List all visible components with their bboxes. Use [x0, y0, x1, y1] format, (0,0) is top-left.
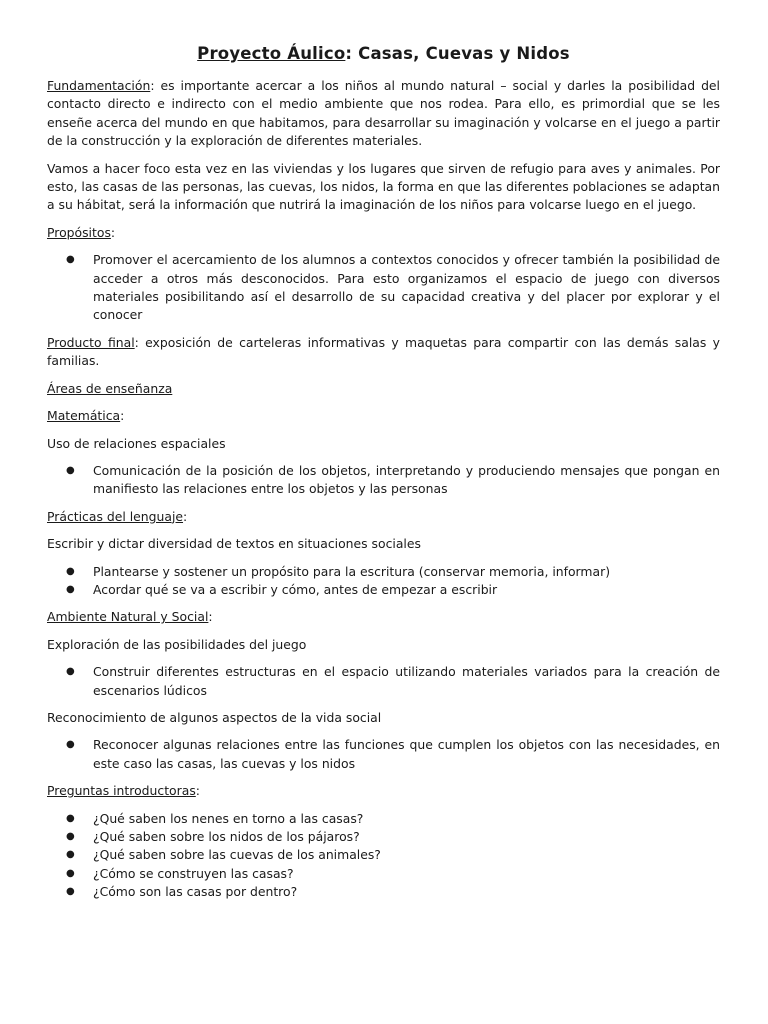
bullet-icon: ● [66, 739, 75, 751]
list-item [47, 462, 720, 499]
list-item-text: Acordar qué se va a escribir y cómo, antes de empezar a escribir [93, 581, 498, 597]
list-item [47, 865, 720, 883]
list-item-text: Construir diferentes estructuras en el espacio utilizando materiales variados para la creación de escenarios lúdicos [93, 664, 720, 698]
areas-label: Áreas de enseñanza [47, 380, 173, 396]
fundamentacion-paragraph [47, 77, 720, 151]
list-item [47, 846, 720, 864]
propositos-heading [47, 224, 720, 242]
propositos-label: Propósitos [47, 224, 111, 240]
list-item [47, 251, 720, 325]
bullet-icon: ● [66, 849, 75, 861]
list-item [47, 828, 720, 846]
list-item-text: ¿Cómo son las casas por dentro? [93, 884, 298, 900]
fundamentacion-label: Fundamentación [47, 78, 151, 93]
matematica-label: Matemática [47, 408, 121, 424]
preguntas-list [47, 810, 720, 902]
bullet-icon: ● [66, 831, 75, 842]
ambiente-list [47, 663, 720, 700]
producto-final-label: Producto final [47, 334, 135, 350]
list-item [47, 581, 720, 599]
ambiente-subtitle-2: Reconocimiento de algunos aspectos de la vida social [47, 709, 382, 725]
title-underlined: Proyecto Áulico [197, 44, 346, 63]
ambiente-heading [47, 608, 720, 626]
fundamentacion-text: : es importante acercar a los niños al mundo natural – social y darles la posibilidad del contacto directo e indirecto con el medio ambiente que nos rodea. Para ello, es primordial que se les enseñe acerca del mundo en que habitamos, para desarrollar su imaginación y volcarse en el juego a partir de la construcción y la exploración de diferentes materiales. [47, 78, 720, 149]
list-item [47, 736, 720, 773]
page-title [47, 44, 720, 63]
propositos-list [47, 251, 720, 325]
matematica-list [47, 462, 720, 499]
list-item-text: Comunicación de la posición de los objetos, interpretando y produciendo mensajes que pongan en manifiesto las relaciones entre los objetos y las personas [93, 462, 720, 497]
matematica-subtitle: Uso de relaciones espaciales [47, 435, 226, 451]
foco-paragraph: Vamos a hacer foco esta vez en las viviendas y los lugares que sirven de refugio para aves y animales. Por esto, las casas de las personas, las cuevas, los nidos, la forma en que las diferentes poblaciones se adaptan a su hábitat, será la información que nutrirá la imaginación de los niños para volcarse luego en el juego. [47, 160, 720, 213]
bullet-icon: ● [66, 886, 75, 898]
title-rest: : Casas, Cuevas y Nidos [345, 44, 570, 63]
list-item [47, 563, 720, 581]
preguntas-label: Preguntas introductoras [47, 783, 196, 799]
ambiente-list-2 [47, 736, 720, 773]
bullet-icon: ● [66, 254, 75, 266]
ambiente-label: Ambiente Natural y Social [47, 609, 209, 625]
ambiente-suffix: : [208, 609, 213, 625]
areas-heading [47, 380, 720, 398]
producto-final-text: : exposición de carteleras informativas y maquetas para compartir con las demás salas y familias. [47, 334, 720, 369]
lenguaje-heading [47, 508, 720, 526]
list-item-text: Plantearse y sostener un propósito para la escritura (conservar memoria, informar) [93, 563, 611, 579]
bullet-icon: ● [66, 583, 75, 595]
preguntas-heading [47, 782, 720, 800]
ambiente-subtitle: Exploración de las posibilidades del juego [47, 636, 307, 652]
matematica-suffix: : [120, 408, 125, 424]
preguntas-suffix: : [195, 783, 200, 799]
list-item-text: ¿Cómo se construyen las casas? [93, 865, 294, 881]
list-item-text: Promover el acercamiento de los alumnos a contextos conocidos y ofrecer también la posibilidad de acceder a otros más desconocidos. Para esto organizamos el espacio de juego con diversos materiales posibilitando así el desarrollo de su capacidad creativa y del placer por explorar y el conocer [93, 252, 720, 323]
matematica-heading [47, 407, 720, 425]
list-item [47, 810, 720, 828]
lenguaje-list [47, 563, 720, 600]
list-item-text: Reconocer algunas relaciones entre las funciones que cumplen los objetos con las necesidades, en este caso las casas, las cuevas y los nidos [93, 737, 720, 771]
lenguaje-label: Prácticas del lenguaje [47, 508, 184, 524]
bullet-icon: ● [66, 812, 75, 824]
lenguaje-subtitle: Escribir y dictar diversidad de textos en situaciones sociales [47, 536, 421, 552]
bullet-icon: ● [66, 666, 75, 678]
bullet-icon: ● [66, 464, 75, 476]
bullet-icon: ● [66, 867, 75, 879]
producto-final-paragraph [47, 334, 720, 371]
list-item-text: ¿Qué saben sobre las cuevas de los animales? [93, 847, 381, 863]
bullet-icon: ● [66, 565, 75, 577]
list-item [47, 883, 720, 901]
lenguaje-suffix: : [183, 508, 188, 524]
propositos-suffix: : [110, 224, 116, 240]
list-item-text: ¿Qué saben los nenes en torno a las casas? [93, 810, 364, 826]
list-item-text: ¿Qué saben sobre los nidos de los pájaros? [93, 829, 360, 844]
list-item [47, 663, 720, 700]
